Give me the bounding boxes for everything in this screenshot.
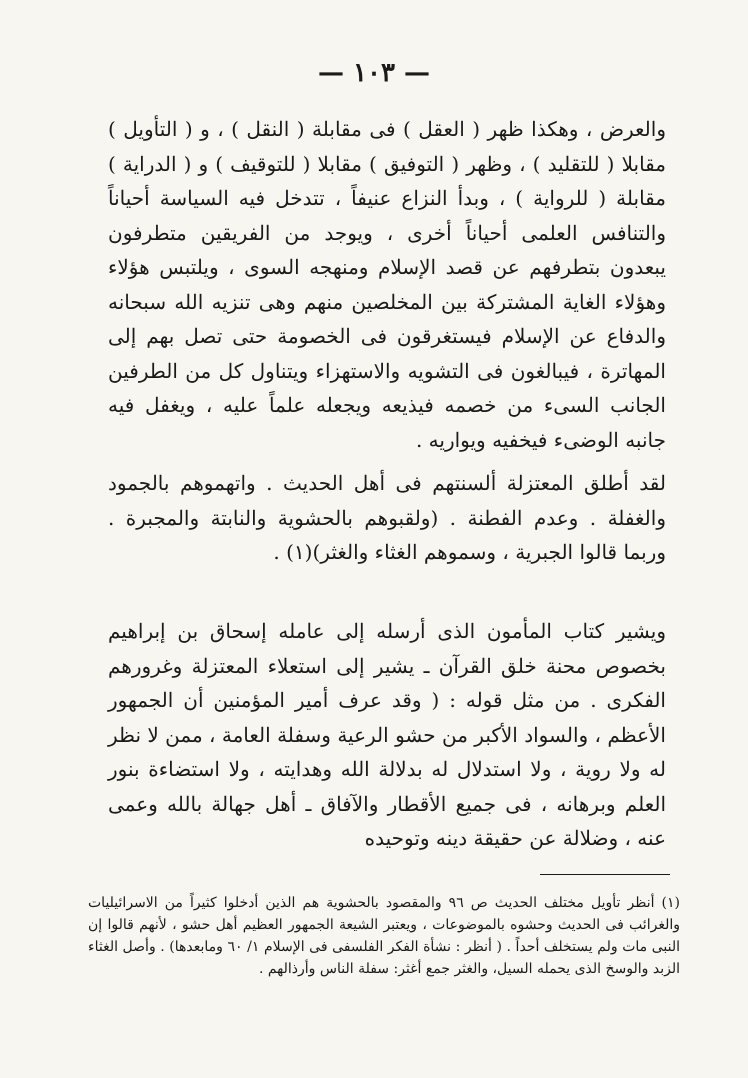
footnote	[88, 892, 680, 980]
paragraph-text: لقد أطلق المعتزلة ألسنتهم فى أهل الحديث . واتهموهم بالجمود والغفلة . وعدم الفطنة . (ولقبوهم بالحشوية والنابتة والمجبرة . وربما قالوا الجبرية ، وسموهم الغثاء والغثر)(١) .	[108, 471, 666, 564]
paragraph-1	[108, 112, 666, 457]
paragraph-3	[108, 614, 666, 856]
paragraph-text: ويشير كتاب المأمون الذى أرسله إلى عامله إسحاق بن إبراهيم بخصوص محنة خلق القرآن ـ يشير إلى استعلاء المعتزلة وغرورهم الفكرى . من مثل قوله : ( وقد عرف أمير المؤمنين أن الجمهور الأعظم ، والسواد الأكبر من حشو الرعية وسفلة العامة ، ممن لا نظر له ولا روية ، ولا استدلال له بدلالة الله وهدايته ، ولا استضاءة بنور العلم وبرهانه ، فى جميع الأقطار والآفاق ـ أهل جهالة بالله وعمى عنه ، وضلالة عن حقيقة دينه وتوحيده	[108, 619, 666, 850]
footnote-text: (١) أنظر تأويل مختلف الحديث ص ٩٦ والمقصود بالحشوية هم الذين أدخلوا كثيراً من الاسرائيليات والغرائب فى الحديث وحشوه بالموضوعات ، ويعتبر الشيعة الجمهور العظيم أهل حشو ، لأنهم قالوا إن النبى مات ولم يستخلف أحداً . ( أنظر : نشأة الفكر الفلسفى فى الإسلام ١/ ٦٠ ومابعدها) . وأصل الغثاء الزبد والوسخ الذى يحمله السيل، والغثر جمع أغثر: سفلة الناس وأرذالهم .	[88, 895, 681, 977]
page-number: — ١٠٣ —	[317, 58, 431, 88]
footnote-separator	[540, 874, 670, 875]
paragraph-2	[108, 466, 666, 570]
paragraph-text: والعرض ، وهكذا ظهر ( العقل ) فى مقابلة ( النقل ) ، و ( التأويل ) مقابلا ( للتقليد ) ، وظهر ( التوفيق ) مقابلا ( للتوقيف ) و ( الدراية ) مقابلة ( للرواية ) ، وبدأ النزاع عنيفاً ، تتدخل فيه السياسة أحياناً والتنافس العلمى أحياناً أخرى ، ويوجد من الفريقين متطرفون يبعدون بتطرفهم عن قصد الإسلام ومنهجه السوى ، ويلتبس هؤلاء وهؤلاء الغاية المشتركة بين المخلصين منهم وهى تنزيه الله سبحانه والدفاع عن الإسلام فيستغرقون فى الخصومة حتى تصل بهم إلى المهاترة ، فيبالغون فى التشويه والاستهزاء ويتناول كل من الطرفين الجانب السىء من خصمه فيذيعه ويجعله علماً عليه ، ويغفل فيه جانبه الوضىء فيخفيه ويواريه .	[108, 117, 666, 452]
